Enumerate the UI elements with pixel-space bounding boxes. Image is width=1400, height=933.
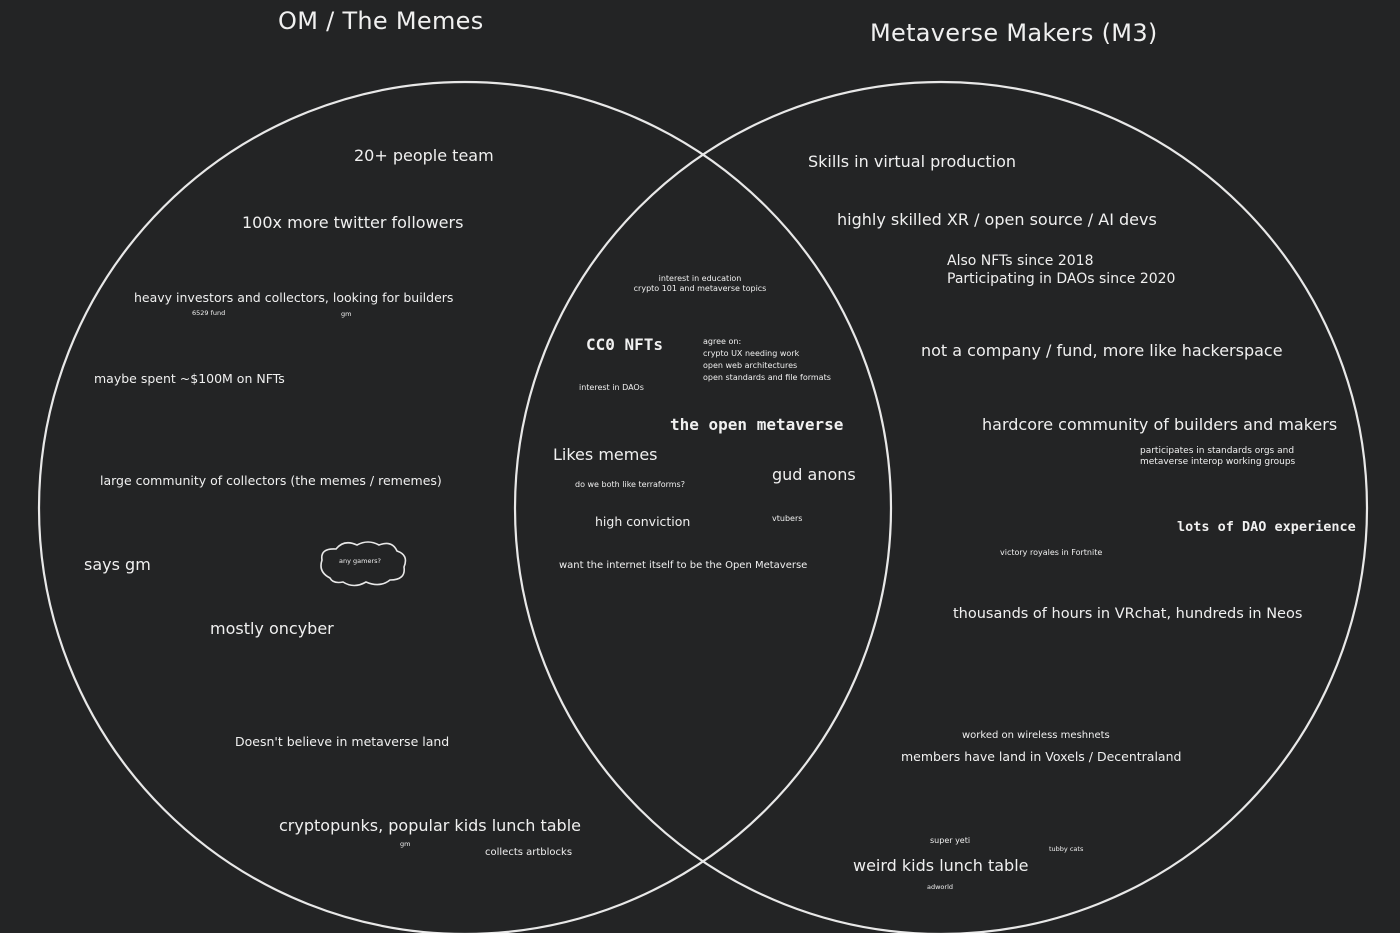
gm-note-1: gm (341, 310, 352, 318)
hackerspace-note: not a company / fund, more like hackerspace (921, 341, 1283, 360)
artblocks-note: collects artblocks (485, 847, 573, 858)
nfts-daos-since-note: Also NFTs since 2018 Participating in DAOs since 2020 (947, 253, 1176, 287)
twitter-followers-note: 100x more twitter followers (242, 213, 464, 232)
dao-experience-note: lots of DAO experience (1177, 519, 1356, 535)
investors-note: heavy investors and collectors, looking for builders (134, 290, 454, 305)
fortnite-note: victory royales in Fortnite (1000, 548, 1103, 557)
adworld-note: adworld (927, 883, 954, 891)
vtubers-note: vtubers (772, 514, 803, 523)
tubby-cats-note: tubby cats (1049, 845, 1084, 853)
cryptopunks-note: cryptopunks, popular kids lunch table (279, 816, 581, 835)
says-gm-note: says gm (84, 555, 151, 574)
high-conviction-note: high conviction (595, 514, 691, 529)
open-metaverse-note: the open metaverse (670, 415, 844, 434)
voxels-land-note: members have land in Voxels / Decentraland (901, 749, 1182, 764)
agree-on-note: agree on: crypto UX needing work open web architectures open standards and file formats (703, 337, 831, 382)
daos-interest-note: interest in DAOs (579, 383, 644, 392)
super-yeti-note: super yeti (930, 836, 971, 845)
standards-orgs-note: participates in standards orgs and metaverse interop working groups (1140, 446, 1296, 468)
education-note: interest in education crypto 101 and metaverse topics (633, 274, 767, 293)
vrchat-note: thousands of hours in VRchat, hundreds in Neos (953, 606, 1303, 622)
virtual-production-note: Skills in virtual production (808, 152, 1017, 171)
gm-note-2: gm (400, 840, 411, 848)
hardcore-community-note: hardcore community of builders and makers (982, 415, 1338, 434)
left-circle (39, 82, 891, 933)
cc0-nfts-note: CC0 NFTs (586, 335, 664, 354)
oncyber-note: mostly oncyber (210, 619, 334, 638)
weird-kids-note: weird kids lunch table (853, 856, 1029, 875)
terraforms-note: do we both like terraforms? (575, 480, 685, 489)
people-team-note: 20+ people team (354, 146, 494, 165)
left-title: OM / The Memes (278, 7, 484, 35)
fund-6529-note: 6529 fund (192, 309, 226, 317)
right-title: Metaverse Makers (M3) (870, 19, 1158, 47)
internet-open-metaverse-note: want the internet itself to be the Open Metaverse (559, 560, 808, 571)
gud-anons-note: gud anons (772, 465, 856, 484)
community-note: large community of collectors (the memes / rememes) (100, 473, 442, 488)
likes-memes-note: Likes memes (553, 445, 658, 464)
skilled-devs-note: highly skilled XR / open source / AI devs (837, 210, 1157, 229)
cloud-text: any gamers? (339, 557, 381, 565)
spent-note: maybe spent ~$100M on NFTs (94, 371, 285, 386)
meshnets-note: worked on wireless meshnets (962, 730, 1110, 741)
metaverse-land-note: Doesn't believe in metaverse land (235, 734, 450, 749)
